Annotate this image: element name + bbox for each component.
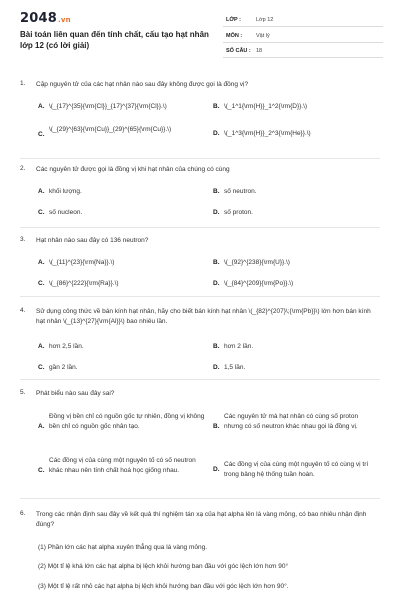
- page-title: Bài toán liên quan đến tính chất, cấu tạo hạt nhân lớp 12 (có lời giải): [20, 30, 209, 50]
- logo-main: 2048: [20, 11, 57, 26]
- meta-label: MÔN :: [226, 33, 243, 39]
- question-text: Cặp nguyên tử của các hạt nhân nào sau đây không được gọi là đồng vị?: [36, 81, 249, 88]
- question-number: 3.: [20, 236, 26, 243]
- option-letter: D.: [213, 364, 220, 371]
- question-number: 5.: [20, 389, 26, 396]
- option-letter: B.: [213, 188, 220, 195]
- option-text: số proton.: [224, 209, 253, 216]
- option-letter: D.: [213, 280, 220, 287]
- option-letter: C.: [38, 467, 45, 474]
- option-text: \(_{84}^{209}{\rm{Po}}.\): [224, 280, 294, 287]
- option-letter: B.: [213, 343, 220, 350]
- option-text: 1,5 lần.: [224, 364, 246, 371]
- question-text: Trong các nhận định sau đây về kết quả thí nghiệm tán xạ của hạt alpha lên lá vàng mỏng, có bao nhiêu nhận định đúng?: [36, 511, 367, 528]
- option-letter: C.: [38, 280, 45, 287]
- option-letter: B.: [213, 103, 220, 110]
- meta-label: LỚP :: [226, 17, 241, 23]
- option-letter: B.: [213, 423, 220, 430]
- option-letter: A.: [38, 188, 45, 195]
- question-1: [20, 80, 380, 159]
- option-letter: A.: [38, 423, 45, 430]
- question-6: [20, 510, 380, 600]
- option-text: khối lượng.: [49, 188, 82, 195]
- option-letter: A.: [38, 343, 45, 350]
- statement-3: (3) Một tỉ lệ rất nhỏ các hạt alpha bị lệch khỏi hướng ban đầu với góc lệch lớn hơn 90°.: [38, 583, 289, 590]
- option-letter: D.: [213, 209, 220, 216]
- logo-domain: .vn: [57, 16, 71, 24]
- statement-1: (1) Phần lớn các hạt alpha xuyên thẳng qua lá vàng mỏng.: [38, 544, 208, 551]
- question-number: 6.: [20, 510, 26, 517]
- option-text: hơn 2 lần.: [224, 343, 254, 350]
- option-text: gần 2 lần.: [49, 364, 78, 371]
- option-text: \(_{86}^{222}{\rm{Ra}}.\): [49, 280, 119, 287]
- option-letter: D.: [213, 466, 220, 473]
- site-logo[interactable]: [20, 11, 71, 26]
- question-3: [20, 236, 380, 297]
- option-text: Các nguyên tử mà hạt nhân có cùng số proton nhưng có số neutron khác nhau gọi là đồng vị.: [224, 413, 359, 430]
- question-text: Các nguyên tử được gọi là đồng vị khi hạt nhân của chúng có cùng: [36, 166, 230, 173]
- option-letter: A.: [38, 259, 45, 266]
- question-text: Phát biểu nào sau đây sai?: [36, 390, 115, 397]
- meta-label: SỐ CÂU :: [226, 48, 251, 54]
- option-text: số nucleon.: [49, 209, 83, 216]
- header: [0, 0, 400, 66]
- question-text: Hạt nhân nào sau đây có 136 neutron?: [36, 237, 149, 244]
- question-text: Sử dụng công thức về bán kính hạt nhân, hãy cho biết bán kính hạt nhân \(_{82}^{207}\;{\rm{Pb}}\) lớn hơn bán kính hạt nhân \(_{13}^{27}{\rm{Al}}\) bao nhiêu lần.: [36, 308, 371, 325]
- meta-value: Vật lý: [256, 33, 270, 39]
- option-text: \(_1^1{\rm{H}}_1^2{\rm{D}}.\): [224, 103, 308, 110]
- option-text: \(_{92}^{238}{\rm{U}}.\): [224, 259, 290, 266]
- option-letter: B.: [213, 259, 220, 266]
- option-text: \(_1^3{\rm{H}}_2^3{\rm{He}}.\): [224, 130, 311, 137]
- option-text: \(_{17}^{35}{\rm{Cl}}_{17}^{37}{\rm{Cl}}.\): [49, 103, 167, 110]
- meta-row-count: [223, 43, 383, 58]
- option-letter: D.: [213, 130, 220, 137]
- question-4: [20, 307, 380, 380]
- meta-value: 18: [256, 48, 263, 54]
- question-number: 4.: [20, 307, 26, 314]
- option-text: \(_{29}^{63}{\rm{Cu}}_{29}^{65}{\rm{Cu}}.\): [49, 126, 172, 133]
- meta-row-subject: [223, 28, 383, 43]
- question-number: 1.: [20, 80, 26, 87]
- option-text: \(_{11}^{23}{\rm{Na}}.\): [49, 259, 115, 266]
- statement-2: (2) Một tỉ lệ khá lớn các hạt alpha bị lệch khỏi hướng ban đầu với góc lệch lớn hơn 90°: [38, 563, 289, 570]
- question-number: 2.: [20, 165, 26, 172]
- option-letter: C.: [38, 131, 45, 138]
- question-5: [20, 389, 380, 499]
- option-text: hơn 2,5 lần.: [49, 343, 84, 350]
- meta-value: Lớp 12: [256, 17, 274, 23]
- question-2: [20, 165, 380, 228]
- option-text: số neutron.: [224, 188, 257, 195]
- option-letter: C.: [38, 364, 45, 371]
- option-letter: C.: [38, 209, 45, 216]
- meta-row-grade: [223, 12, 383, 27]
- option-letter: A.: [38, 103, 45, 110]
- option-text: Các đồng vị của cùng một nguyên tố có cùng vị trí trong bảng hệ thống tuần hoàn.: [224, 461, 369, 478]
- option-text: Các đồng vị của cùng một nguyên tố có số neutron khác nhau nên tính chất hoá học giống nhau.: [49, 457, 196, 474]
- option-text: Đồng vị bền chỉ có nguồn gốc tự nhiên, đồng vị không bền chỉ có nguồn gốc nhân tạo.: [49, 413, 205, 430]
